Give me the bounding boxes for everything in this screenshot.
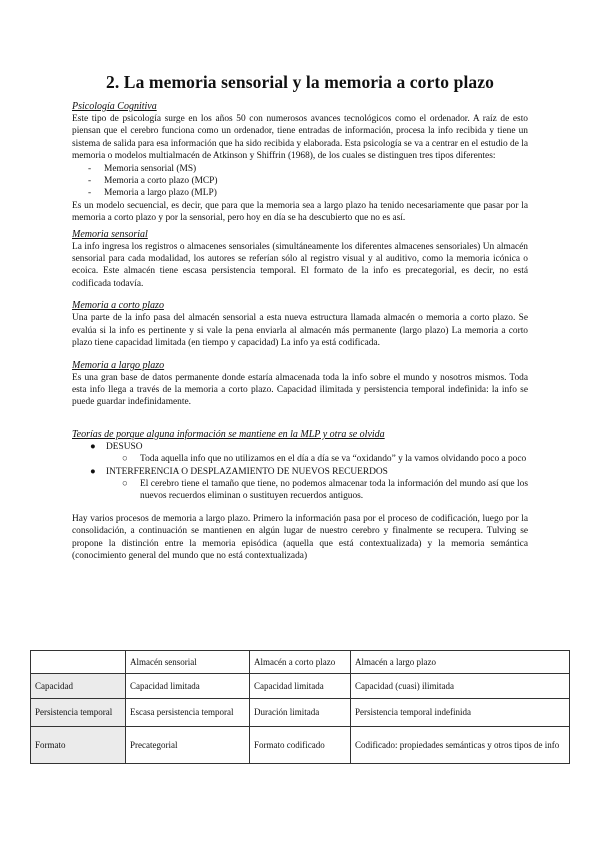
- forgetting-theories-list: [72, 441, 528, 503]
- row-header: Capacidad: [31, 674, 126, 699]
- column-header: Almacén a corto plazo: [250, 651, 351, 674]
- hollow-bullet-icon: ○: [122, 454, 128, 465]
- memory-types-list: [72, 163, 528, 200]
- table-cell: Persistencia temporal indefinida: [351, 699, 570, 727]
- theory-label: INTERFERENCIA O DESPLAZAMIENTO DE NUEVOS RECUERDOS: [106, 466, 388, 477]
- theory-description: Toda aquella info que no utilizamos en el día a día se va “oxidando” y la vamos olvidando poco a poco: [140, 454, 527, 465]
- row-header: Persistencia temporal: [31, 699, 126, 727]
- list-item: - Memoria a largo plazo (MLP): [88, 187, 528, 199]
- column-header: Almacén a largo plazo: [351, 651, 570, 674]
- table-cell: Precategorial: [126, 727, 250, 764]
- table-cell: Capacidad limitada: [250, 674, 351, 699]
- table-header-row: [31, 651, 570, 674]
- bullet-icon: ●: [90, 441, 96, 452]
- table-row: [31, 727, 570, 764]
- theory-label: DESUSO: [106, 441, 143, 452]
- table-row: [31, 674, 570, 699]
- row-header: Formato: [31, 727, 126, 764]
- paragraph-memoria-sensorial: La info ingresa los registros o almacenes sensoriales (simultáneamente los diferentes almacenes sensoriales) Un almacén sensorial para cada modalidad, los autores se referían sólo al registro visual y al auditivo, como la memoria icónica o ecoica. Este almacén tiene escasa persistencia temporal. El formato de la info es precategorial, es decir, no está codificada todavía.: [72, 241, 528, 289]
- memory-comparison-table: [30, 650, 570, 764]
- list-item: - Memoria a corto plazo (MCP): [88, 175, 528, 187]
- section-heading-memoria-largo-plazo: Memoria a largo plazo: [72, 359, 165, 371]
- paragraph-modelo-secuencial: Es un modelo secuencial, es decir, que para que la memoria sea a largo plazo ha tenido necesariamente que pasar por la memoria a corto plazo y por la sensorial, pero hoy en día se ha descubierto que no es así.: [72, 200, 528, 224]
- table-cell: Formato codificado: [250, 727, 351, 764]
- column-header: Almacén sensorial: [126, 651, 250, 674]
- table-cell: Capacidad limitada: [126, 674, 250, 699]
- page-title: 2. La memoria sensorial y la memoria a corto plazo: [106, 72, 494, 92]
- section-heading-memoria-sensorial: Memoria sensorial: [72, 228, 148, 240]
- bullet-icon: ●: [90, 466, 96, 477]
- table-row: [31, 699, 570, 727]
- hollow-bullet-icon: ○: [122, 478, 128, 489]
- paragraph-procesos-mlp: Hay varios procesos de memoria a largo plazo. Primero la información pasa por el proceso de codificación, luego por la consolidación, a continuación se mantienen en algún lugar de nuestro cerebro y finalmente se recupera. Tulving se propone la distinción entre la memoria episódica (aquella que está contextualizada) y la memoria semántica (conocimiento general del mundo que no está contextualizada): [72, 513, 528, 561]
- section-heading-psicologia-cognitiva: Psicología Cognitiva: [72, 101, 157, 112]
- paragraph-memoria-corto-plazo: Una parte de la info pasa del almacén sensorial a esta nueva estructura llamada almacén o memoria a corto plazo. Se evalúa si la info es pertinente y si vale la pena enviarla al almacén más permanente (largo plazo) La memoria a corto plazo tiene capacidad limitada (en tiempo y capacidad) La info ya está codificada.: [72, 313, 528, 349]
- document-page: [72, 72, 528, 562]
- table-cell: Codificado: propiedades semánticas y otros tipos de info: [351, 727, 570, 764]
- list-item: [90, 441, 528, 466]
- list-item: [90, 466, 528, 503]
- table-corner-cell: [31, 651, 126, 674]
- table-cell: Capacidad (cuasi) ilimitada: [351, 674, 570, 699]
- table-cell: Duración limitada: [250, 699, 351, 727]
- paragraph-psicologia-cognitiva: Este tipo de psicología surge en los años 50 con numerosos avances tecnológicos como el ordenador. A raíz de esto piensan que el cerebro funciona como un ordenador, tiene entradas de información, procesa la info recibida y tiene un sistema de salida para esa información que ha sido recibida y elaborada. Esta psicología se va a centrar en el estudio de la memoria o modelos multialmacén de Atkinson y Shiffrin (1968), de los cuales se distinguen tres tipos diferentes:: [72, 114, 528, 162]
- theory-description: El cerebro tiene el tamaño que tiene, no podemos almacenar toda la información del mundo así que los nuevos recuerdos eliminan o sustituyen recuerdos antiguos.: [140, 478, 528, 502]
- list-item: - Memoria sensorial (MS): [88, 163, 528, 175]
- section-heading-memoria-corto-plazo: Memoria a corto plazo: [72, 300, 164, 312]
- list-item: [122, 453, 528, 465]
- table-cell: Escasa persistencia temporal: [126, 699, 250, 727]
- list-item: [122, 478, 528, 503]
- section-heading-teorias-olvido: Teorías de porque alguna información se mantiene en la MLP y otra se olvida: [72, 428, 385, 440]
- paragraph-memoria-largo-plazo: Es una gran base de datos permanente donde estaría almacenada toda la info sobre el mundo y nosotros mismos. Toda esta info llega a través de la memoria a corto plazo. Capacidad ilimitada y persistencia temporal indefinida: la info se puede guardar indefinidamente.: [72, 372, 528, 408]
